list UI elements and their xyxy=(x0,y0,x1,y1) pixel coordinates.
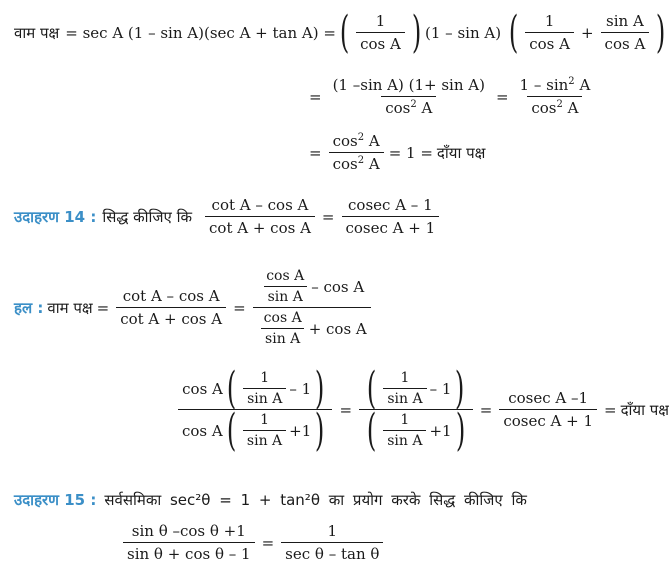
fraction xyxy=(262,268,308,305)
minus-one: – 1 xyxy=(429,379,452,398)
denominator: sin A xyxy=(383,388,426,407)
example-15-statement: सर्वसमिका sec²θ = 1 + tan²θ का प्रयोग करके सिद्ध कीजिए कि xyxy=(104,491,527,509)
plus-one: +1 xyxy=(289,421,312,440)
left-paren: ( xyxy=(226,404,237,456)
solution-heading: हल : xyxy=(14,298,44,317)
compound-denominator xyxy=(178,404,332,456)
denominator: cot A + cos A xyxy=(116,307,226,328)
compound-numerator xyxy=(178,362,332,414)
numerator: 1 xyxy=(544,12,555,30)
right-paren: ) xyxy=(455,362,465,414)
equals-sign: = xyxy=(603,400,617,419)
example-14-heading: उदाहरण 14 : xyxy=(14,207,97,226)
equals-sign: = xyxy=(479,400,493,419)
minus-cos: – cos A xyxy=(311,277,365,296)
numerator: 1 xyxy=(400,370,410,386)
fraction xyxy=(243,370,286,407)
denominator: cos A xyxy=(525,32,574,53)
equation-line-1 xyxy=(14,6,669,58)
equals-sign: = xyxy=(321,207,335,226)
fraction xyxy=(383,370,426,407)
right-paren: ) xyxy=(656,6,666,58)
right-paren: ) xyxy=(314,362,325,414)
right-paren: ) xyxy=(411,6,422,58)
numerator: $1 - \sin^2 A$ xyxy=(519,76,591,94)
line1-mid: (1 – sin A) xyxy=(425,23,502,42)
compound-denominator xyxy=(253,307,371,347)
fraction xyxy=(525,12,574,53)
denominator: $\cos^2 A$ xyxy=(329,152,384,173)
fraction xyxy=(516,76,595,117)
example-14 xyxy=(14,196,442,237)
fraction xyxy=(342,196,440,237)
fraction xyxy=(281,522,383,563)
denominator: sin A xyxy=(243,430,286,449)
numerator: 1 xyxy=(375,12,386,30)
equals-sign: = xyxy=(309,87,322,106)
prove-that-label: सिद्ध कीजिए कि xyxy=(102,207,193,226)
equation-line-big xyxy=(175,362,669,456)
compound-denominator xyxy=(359,404,473,456)
fraction xyxy=(383,412,426,449)
right-paren: ) xyxy=(455,404,465,456)
left-paren: ( xyxy=(366,404,377,456)
numerator: cosec A –1 xyxy=(508,389,589,407)
left-paren: ( xyxy=(508,6,519,58)
numerator: cos A xyxy=(266,268,305,284)
numerator: sin θ –cos θ +1 xyxy=(131,522,246,540)
fraction xyxy=(601,12,650,53)
equals-sign: = xyxy=(96,298,110,317)
fraction xyxy=(329,132,384,173)
numerator: cot A – cos A xyxy=(122,287,220,305)
equals-sign: = xyxy=(339,400,353,419)
equals-sign: = xyxy=(309,143,322,162)
equals-sign: = xyxy=(261,533,275,552)
left-paren: ( xyxy=(367,362,377,414)
numerator: 1 xyxy=(260,370,270,386)
denominator: cos A xyxy=(356,32,405,53)
denominator: cos A xyxy=(601,32,650,53)
numerator: 1 xyxy=(327,522,338,540)
plus-cos: + cos A xyxy=(308,319,367,338)
vam-paksh-label: वाम पक्ष xyxy=(47,298,93,317)
fraction xyxy=(499,389,597,430)
fraction xyxy=(329,76,489,117)
vam-paksh-label: वाम पक्ष xyxy=(14,23,60,42)
denominator: sin A xyxy=(261,328,304,347)
numerator: 1 xyxy=(400,412,410,428)
denominator: sin θ + cos θ – 1 xyxy=(123,542,255,563)
fraction xyxy=(205,196,315,237)
right-paren: ) xyxy=(315,404,325,456)
cos-a: cos A xyxy=(182,421,223,440)
denominator: cosec A + 1 xyxy=(342,216,440,237)
numerator: (1 –sin A) (1+ sin A) xyxy=(332,76,485,94)
fraction xyxy=(260,310,306,347)
denominator: sin A xyxy=(264,286,307,305)
equals-sign: = xyxy=(233,298,246,317)
daya-paksh-label: दाँया पक्ष xyxy=(436,143,486,162)
left-paren: ( xyxy=(339,6,350,58)
fraction xyxy=(356,12,405,53)
denominator: $\cos^2 A$ xyxy=(527,96,582,117)
cos-a: cos A xyxy=(182,379,223,398)
fraction xyxy=(123,522,255,563)
daya-paksh-label: दाँया पक्ष xyxy=(620,400,669,419)
line1-lhs: = sec A (1 – sin A)(sec A + tan A) = xyxy=(65,23,336,42)
equation-line-2 xyxy=(305,76,597,117)
numerator: cosec A – 1 xyxy=(348,196,433,214)
compound-numerator xyxy=(255,268,368,307)
compound-fraction xyxy=(359,362,473,456)
example-15 xyxy=(14,490,527,510)
compound-fraction xyxy=(253,268,371,347)
equals-one: = 1 = xyxy=(388,143,433,162)
denominator: $\cos^2 A$ xyxy=(381,96,436,117)
equals-sign: = xyxy=(495,87,509,106)
numerator: cot A – cos A xyxy=(211,196,309,214)
compound-numerator xyxy=(359,362,472,414)
fraction xyxy=(116,287,226,328)
fraction xyxy=(243,412,286,449)
denominator: cot A + cos A xyxy=(205,216,315,237)
solution-line xyxy=(14,268,374,347)
denominator: sin A xyxy=(383,430,426,449)
left-paren: ( xyxy=(226,362,237,414)
numerator: sin A xyxy=(606,12,644,30)
numerator: cos A xyxy=(263,310,302,326)
plus-one: +1 xyxy=(429,421,452,440)
equation-line-3 xyxy=(305,132,485,173)
denominator: sin A xyxy=(243,388,286,407)
denominator: cosec A + 1 xyxy=(499,409,597,430)
plus-sign: + xyxy=(580,23,594,42)
numerator: $\cos^2 A$ xyxy=(332,132,380,150)
denominator: sec θ – tan θ xyxy=(281,542,383,563)
example-15-heading: उदाहरण 15 : xyxy=(14,491,97,509)
numerator: 1 xyxy=(260,412,269,428)
minus-one: – 1 xyxy=(289,379,312,398)
example-15-equation xyxy=(120,522,386,563)
compound-fraction xyxy=(178,362,332,456)
